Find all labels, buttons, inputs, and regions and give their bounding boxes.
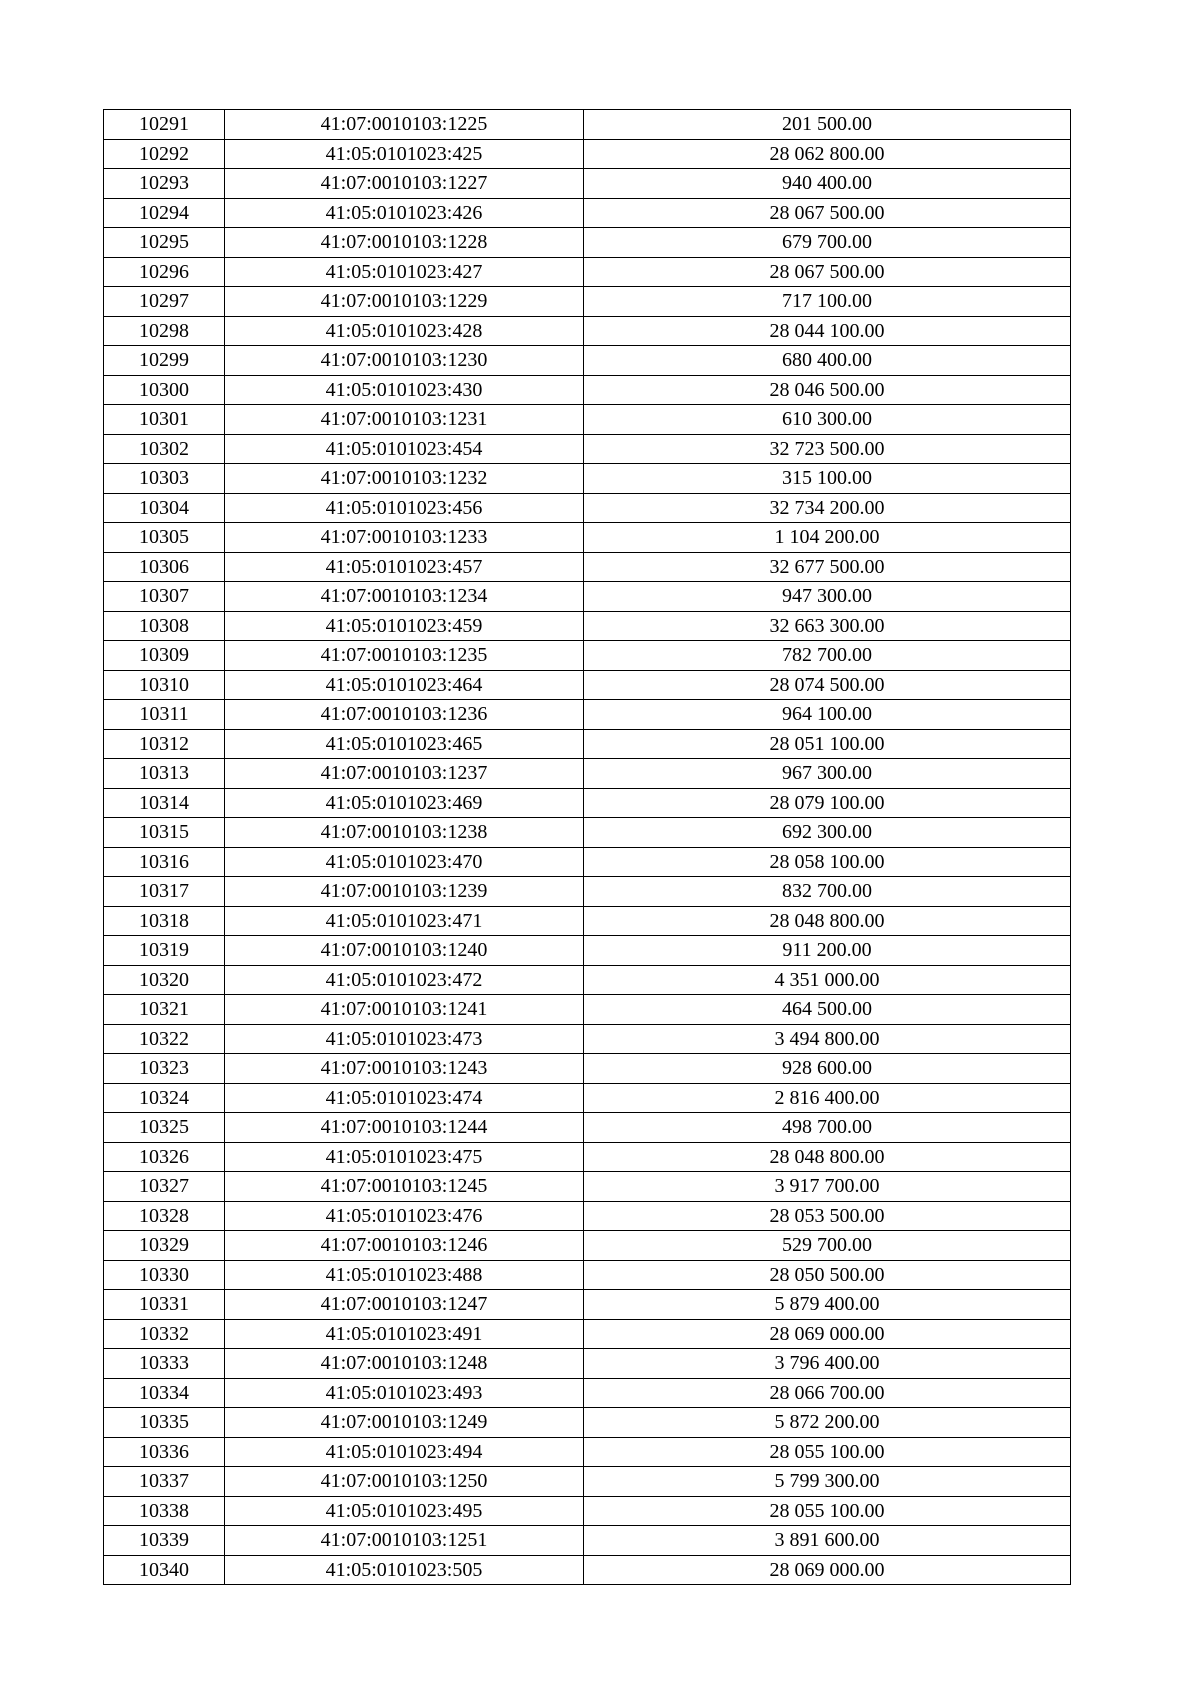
table-row	[104, 670, 1071, 700]
cadastral-value-cell: 28 048 800.00	[584, 1142, 1071, 1172]
cadastral-number-cell: 41:05:0101023:465	[225, 729, 584, 759]
cadastral-value-cell: 28 051 100.00	[584, 729, 1071, 759]
cadastral-number-cell: 41:05:0101023:426	[225, 198, 584, 228]
cadastral-number-cell: 41:07:0010103:1244	[225, 1113, 584, 1143]
table-row	[104, 405, 1071, 435]
cadastral-number-cell: 41:07:0010103:1232	[225, 464, 584, 494]
cadastral-number-cell: 41:05:0101023:469	[225, 788, 584, 818]
cadastral-number-cell: 41:07:0010103:1234	[225, 582, 584, 612]
cadastral-number-cell: 41:05:0101023:471	[225, 906, 584, 936]
row-number-cell: 10335	[104, 1408, 225, 1438]
row-number-cell: 10318	[104, 906, 225, 936]
row-number-cell: 10310	[104, 670, 225, 700]
cadastral-number-cell: 41:05:0101023:459	[225, 611, 584, 641]
row-number-cell: 10294	[104, 198, 225, 228]
row-number-cell: 10321	[104, 995, 225, 1025]
cadastral-number-cell: 41:05:0101023:457	[225, 552, 584, 582]
table-row	[104, 1113, 1071, 1143]
table-row	[104, 965, 1071, 995]
cadastral-value-cell: 940 400.00	[584, 169, 1071, 199]
table-row	[104, 434, 1071, 464]
cadastral-number-cell: 41:07:0010103:1249	[225, 1408, 584, 1438]
cadastral-value-cell: 28 069 000.00	[584, 1319, 1071, 1349]
cadastral-number-cell: 41:05:0101023:470	[225, 847, 584, 877]
cadastral-value-cell: 28 055 100.00	[584, 1437, 1071, 1467]
row-number-cell: 10304	[104, 493, 225, 523]
row-number-cell: 10322	[104, 1024, 225, 1054]
cadastral-value-cell: 498 700.00	[584, 1113, 1071, 1143]
table-row	[104, 729, 1071, 759]
cadastral-value-cell: 32 677 500.00	[584, 552, 1071, 582]
row-number-cell: 10312	[104, 729, 225, 759]
cadastral-number-cell: 41:05:0101023:428	[225, 316, 584, 346]
table-row	[104, 847, 1071, 877]
cadastral-value-cell: 28 062 800.00	[584, 139, 1071, 169]
table-row	[104, 1319, 1071, 1349]
row-number-cell: 10315	[104, 818, 225, 848]
cadastral-value-cell: 967 300.00	[584, 759, 1071, 789]
cadastral-number-cell: 41:07:0010103:1228	[225, 228, 584, 258]
cadastral-number-cell: 41:07:0010103:1235	[225, 641, 584, 671]
cadastral-value-cell: 315 100.00	[584, 464, 1071, 494]
cadastral-value-cell: 28 074 500.00	[584, 670, 1071, 700]
table-row	[104, 1349, 1071, 1379]
cadastral-value-cell: 2 816 400.00	[584, 1083, 1071, 1113]
table-row	[104, 877, 1071, 907]
row-number-cell: 10297	[104, 287, 225, 317]
cadastral-number-cell: 41:05:0101023:427	[225, 257, 584, 287]
cadastral-value-cell: 28 058 100.00	[584, 847, 1071, 877]
cadastral-number-cell: 41:05:0101023:430	[225, 375, 584, 405]
cadastral-number-cell: 41:05:0101023:472	[225, 965, 584, 995]
cadastral-value-cell: 964 100.00	[584, 700, 1071, 730]
table-row	[104, 346, 1071, 376]
table-row	[104, 700, 1071, 730]
row-number-cell: 10319	[104, 936, 225, 966]
table-row	[104, 1526, 1071, 1556]
table-row	[104, 257, 1071, 287]
table-row	[104, 1555, 1071, 1585]
table-row	[104, 1024, 1071, 1054]
row-number-cell: 10306	[104, 552, 225, 582]
row-number-cell: 10314	[104, 788, 225, 818]
cadastral-value-cell: 28 046 500.00	[584, 375, 1071, 405]
cadastral-number-cell: 41:07:0010103:1236	[225, 700, 584, 730]
row-number-cell: 10300	[104, 375, 225, 405]
cadastral-value-cell: 3 891 600.00	[584, 1526, 1071, 1556]
table-row	[104, 1378, 1071, 1408]
cadastral-value-cell: 680 400.00	[584, 346, 1071, 376]
cadastral-value-cell: 201 500.00	[584, 110, 1071, 140]
row-number-cell: 10328	[104, 1201, 225, 1231]
cadastral-value-cell: 28 067 500.00	[584, 257, 1071, 287]
row-number-cell: 10293	[104, 169, 225, 199]
table-row	[104, 1172, 1071, 1202]
row-number-cell: 10320	[104, 965, 225, 995]
row-number-cell: 10295	[104, 228, 225, 258]
cadastral-value-cell: 28 053 500.00	[584, 1201, 1071, 1231]
cadastral-number-cell: 41:07:0010103:1251	[225, 1526, 584, 1556]
cadastral-value-table	[103, 109, 1071, 1585]
table-row	[104, 316, 1071, 346]
cadastral-number-cell: 41:07:0010103:1241	[225, 995, 584, 1025]
cadastral-value-cell: 28 050 500.00	[584, 1260, 1071, 1290]
table-row	[104, 139, 1071, 169]
table-row	[104, 493, 1071, 523]
table-row	[104, 995, 1071, 1025]
cadastral-number-cell: 41:05:0101023:493	[225, 1378, 584, 1408]
row-number-cell: 10324	[104, 1083, 225, 1113]
table-row	[104, 1260, 1071, 1290]
table-row	[104, 1054, 1071, 1084]
table-row	[104, 906, 1071, 936]
table-row	[104, 641, 1071, 671]
cadastral-number-cell: 41:05:0101023:454	[225, 434, 584, 464]
row-number-cell: 10339	[104, 1526, 225, 1556]
table-row	[104, 582, 1071, 612]
cadastral-number-cell: 41:07:0010103:1245	[225, 1172, 584, 1202]
cadastral-number-cell: 41:07:0010103:1233	[225, 523, 584, 553]
cadastral-value-cell: 32 723 500.00	[584, 434, 1071, 464]
row-number-cell: 10337	[104, 1467, 225, 1497]
cadastral-value-cell: 3 494 800.00	[584, 1024, 1071, 1054]
cadastral-number-cell: 41:07:0010103:1250	[225, 1467, 584, 1497]
row-number-cell: 10336	[104, 1437, 225, 1467]
cadastral-number-cell: 41:05:0101023:494	[225, 1437, 584, 1467]
row-number-cell: 10313	[104, 759, 225, 789]
cadastral-number-cell: 41:07:0010103:1227	[225, 169, 584, 199]
cadastral-number-cell: 41:05:0101023:425	[225, 139, 584, 169]
cadastral-number-cell: 41:07:0010103:1248	[225, 1349, 584, 1379]
cadastral-number-cell: 41:07:0010103:1231	[225, 405, 584, 435]
cadastral-number-cell: 41:05:0101023:488	[225, 1260, 584, 1290]
cadastral-value-cell: 679 700.00	[584, 228, 1071, 258]
cadastral-number-cell: 41:07:0010103:1247	[225, 1290, 584, 1320]
cadastral-value-cell: 529 700.00	[584, 1231, 1071, 1261]
cadastral-value-cell: 464 500.00	[584, 995, 1071, 1025]
table-row	[104, 611, 1071, 641]
cadastral-number-cell: 41:05:0101023:505	[225, 1555, 584, 1585]
row-number-cell: 10299	[104, 346, 225, 376]
cadastral-value-cell: 28 048 800.00	[584, 906, 1071, 936]
row-number-cell: 10330	[104, 1260, 225, 1290]
cadastral-value-cell: 28 069 000.00	[584, 1555, 1071, 1585]
cadastral-number-cell: 41:05:0101023:475	[225, 1142, 584, 1172]
cadastral-number-cell: 41:07:0010103:1246	[225, 1231, 584, 1261]
cadastral-value-cell: 3 796 400.00	[584, 1349, 1071, 1379]
cadastral-number-cell: 41:07:0010103:1238	[225, 818, 584, 848]
row-number-cell: 10303	[104, 464, 225, 494]
row-number-cell: 10326	[104, 1142, 225, 1172]
row-number-cell: 10296	[104, 257, 225, 287]
cadastral-number-cell: 41:05:0101023:456	[225, 493, 584, 523]
table-row	[104, 552, 1071, 582]
cadastral-number-cell: 41:07:0010103:1230	[225, 346, 584, 376]
cadastral-value-cell: 32 663 300.00	[584, 611, 1071, 641]
cadastral-value-cell: 717 100.00	[584, 287, 1071, 317]
table-row	[104, 1437, 1071, 1467]
row-number-cell: 10309	[104, 641, 225, 671]
row-number-cell: 10333	[104, 1349, 225, 1379]
cadastral-number-cell: 41:05:0101023:495	[225, 1496, 584, 1526]
cadastral-value-cell: 3 917 700.00	[584, 1172, 1071, 1202]
cadastral-value-cell: 1 104 200.00	[584, 523, 1071, 553]
table-row	[104, 110, 1071, 140]
cadastral-value-cell: 5 799 300.00	[584, 1467, 1071, 1497]
row-number-cell: 10325	[104, 1113, 225, 1143]
table-row	[104, 1290, 1071, 1320]
cadastral-value-cell: 28 067 500.00	[584, 198, 1071, 228]
row-number-cell: 10302	[104, 434, 225, 464]
row-number-cell: 10334	[104, 1378, 225, 1408]
table-row	[104, 1083, 1071, 1113]
cadastral-number-cell: 41:05:0101023:473	[225, 1024, 584, 1054]
cadastral-number-cell: 41:05:0101023:464	[225, 670, 584, 700]
table-row	[104, 169, 1071, 199]
cadastral-value-cell: 911 200.00	[584, 936, 1071, 966]
row-number-cell: 10311	[104, 700, 225, 730]
table-row	[104, 818, 1071, 848]
row-number-cell: 10307	[104, 582, 225, 612]
cadastral-number-cell: 41:05:0101023:476	[225, 1201, 584, 1231]
cadastral-number-cell: 41:07:0010103:1225	[225, 110, 584, 140]
cadastral-value-cell: 782 700.00	[584, 641, 1071, 671]
row-number-cell: 10305	[104, 523, 225, 553]
table-row	[104, 228, 1071, 258]
row-number-cell: 10327	[104, 1172, 225, 1202]
table-row	[104, 1408, 1071, 1438]
row-number-cell: 10316	[104, 847, 225, 877]
cadastral-value-cell: 32 734 200.00	[584, 493, 1071, 523]
row-number-cell: 10338	[104, 1496, 225, 1526]
cadastral-number-cell: 41:07:0010103:1243	[225, 1054, 584, 1084]
row-number-cell: 10340	[104, 1555, 225, 1585]
table-body	[104, 110, 1071, 1585]
cadastral-value-cell: 5 872 200.00	[584, 1408, 1071, 1438]
row-number-cell: 10291	[104, 110, 225, 140]
row-number-cell: 10329	[104, 1231, 225, 1261]
cadastral-number-cell: 41:07:0010103:1239	[225, 877, 584, 907]
table-row	[104, 375, 1071, 405]
cadastral-value-cell: 4 351 000.00	[584, 965, 1071, 995]
table-row	[104, 1467, 1071, 1497]
row-number-cell: 10323	[104, 1054, 225, 1084]
cadastral-number-cell: 41:05:0101023:491	[225, 1319, 584, 1349]
cadastral-number-cell: 41:05:0101023:474	[225, 1083, 584, 1113]
cadastral-number-cell: 41:07:0010103:1229	[225, 287, 584, 317]
cadastral-number-cell: 41:07:0010103:1237	[225, 759, 584, 789]
row-number-cell: 10308	[104, 611, 225, 641]
row-number-cell: 10298	[104, 316, 225, 346]
cadastral-value-cell: 610 300.00	[584, 405, 1071, 435]
table-row	[104, 1201, 1071, 1231]
cadastral-value-cell: 692 300.00	[584, 818, 1071, 848]
cadastral-value-cell: 28 079 100.00	[584, 788, 1071, 818]
table-row	[104, 1142, 1071, 1172]
table-row	[104, 759, 1071, 789]
cadastral-number-cell: 41:07:0010103:1240	[225, 936, 584, 966]
table-row	[104, 287, 1071, 317]
table-row	[104, 464, 1071, 494]
table-row	[104, 198, 1071, 228]
row-number-cell: 10332	[104, 1319, 225, 1349]
row-number-cell: 10292	[104, 139, 225, 169]
row-number-cell: 10317	[104, 877, 225, 907]
cadastral-value-cell: 28 055 100.00	[584, 1496, 1071, 1526]
table-row	[104, 523, 1071, 553]
table-row	[104, 936, 1071, 966]
table-row	[104, 1496, 1071, 1526]
table-row	[104, 788, 1071, 818]
row-number-cell: 10301	[104, 405, 225, 435]
cadastral-value-cell: 28 044 100.00	[584, 316, 1071, 346]
row-number-cell: 10331	[104, 1290, 225, 1320]
cadastral-value-cell: 832 700.00	[584, 877, 1071, 907]
cadastral-value-cell: 928 600.00	[584, 1054, 1071, 1084]
cadastral-value-cell: 28 066 700.00	[584, 1378, 1071, 1408]
cadastral-value-cell: 5 879 400.00	[584, 1290, 1071, 1320]
cadastral-value-cell: 947 300.00	[584, 582, 1071, 612]
table-row	[104, 1231, 1071, 1261]
